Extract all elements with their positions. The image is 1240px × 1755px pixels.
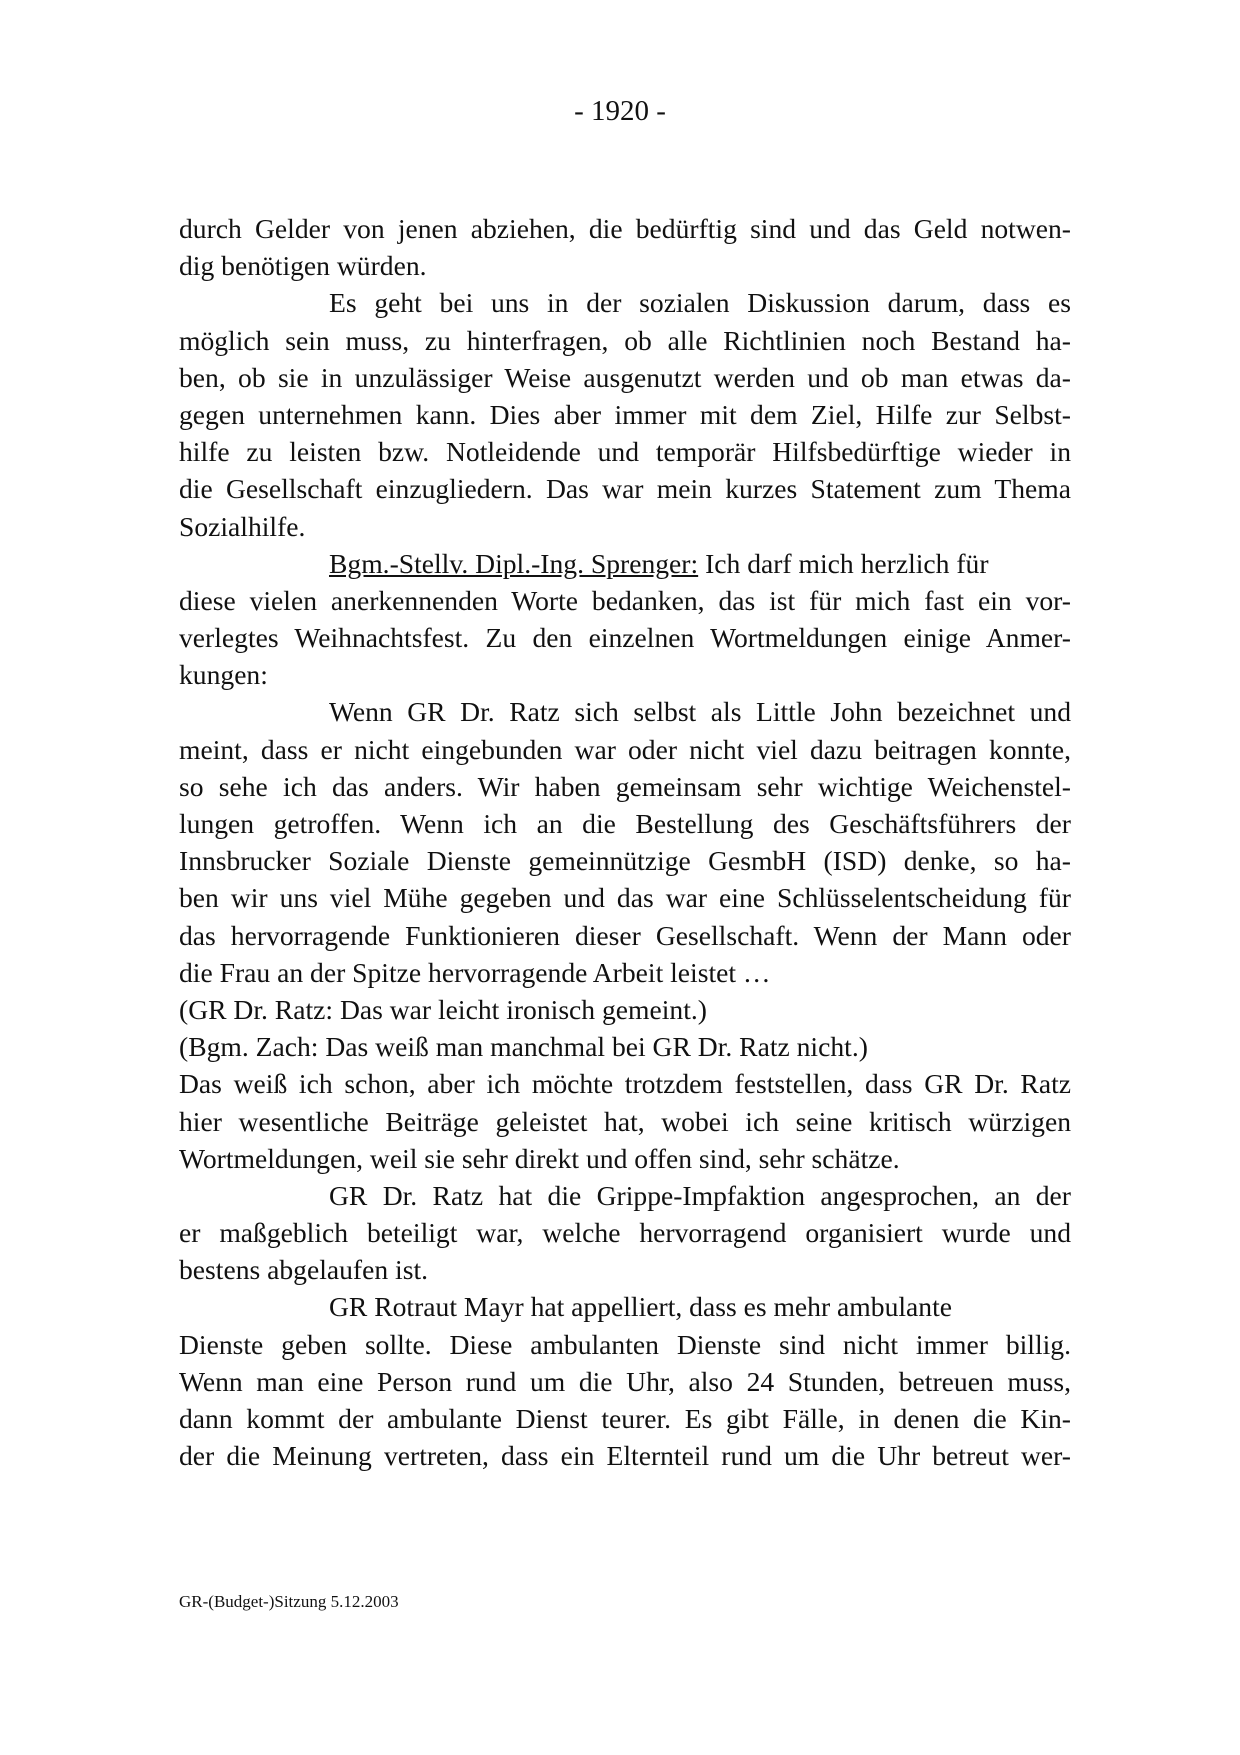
text-line: so sehe ich das anders. Wir haben gemeinsam sehr wichtige Weichenstel-: [179, 770, 1071, 802]
text-line: verlegtes Weihnachtsfest. Zu den einzelnen Wortmeldungen einige Anmer-: [179, 622, 1071, 654]
text-line: durch Gelder von jenen abziehen, die bedürftig sind und das Geld notwen-: [179, 213, 1071, 244]
text-line: GR Dr. Ratz hat die Grippe-Impfaktion angesprochen, an der: [329, 1179, 1071, 1211]
text-line: kungen:: [179, 659, 268, 691]
interjection-line: (Bgm. Zach: Das weiß man manchmal bei GR Dr. Ratz nicht.): [179, 1031, 868, 1063]
text-line: Das weiß ich schon, aber ich möchte trotzdem feststellen, dass GR Dr. Ratz: [179, 1068, 1071, 1100]
text-line: dann kommt der ambulante Dienst teurer. Es gibt Fälle, in denen die Kin-: [179, 1403, 1071, 1434]
text-line: Wortmeldungen, weil sie sehr direkt und offen sind, sehr schätze.: [179, 1142, 900, 1174]
text-line: Sozialhilfe.: [179, 510, 306, 542]
text-line: Ich darf mich herzlich für: [705, 547, 989, 579]
text-line: das hervorragende Funktionieren dieser Gesellschaft. Wenn der Mann oder: [179, 919, 1071, 951]
speaker-name: Bgm.-Stellv. Dipl.-Ing. Sprenger:: [329, 547, 699, 579]
body-text: [179, 210, 1071, 1474]
text-line: ben, ob sie in unzulässiger Weise ausgenutzt werden und ob man etwas da-: [179, 361, 1071, 393]
speaker-line: [179, 545, 1071, 582]
text-line: hilfe zu leisten bzw. Notleidende und temporär Hilfsbedürftige wieder in: [179, 436, 1071, 468]
interjection-line: (GR Dr. Ratz: Das war leicht ironisch gemeint.): [179, 993, 707, 1025]
text-line: möglich sein muss, zu hinterfragen, ob alle Richtlinien noch Bestand ha-: [179, 324, 1071, 356]
text-line: die Gesellschaft einzugliedern. Das war mein kurzes Statement zum Thema: [179, 473, 1071, 505]
text-line: GR Rotraut Mayr hat appelliert, dass es mehr ambulante: [329, 1291, 952, 1323]
text-line: gegen unternehmen kann. Dies aber immer mit dem Ziel, Hilfe zur Selbst-: [179, 398, 1071, 430]
text-line: dig benötigen würden.: [179, 250, 427, 282]
text-line: lungen getroffen. Wenn ich an die Bestellung des Geschäftsführers der: [179, 808, 1071, 839]
footer-session-label: GR-(Budget-)Sitzung 5.12.2003: [179, 1592, 399, 1611]
text-line: bestens abgelaufen ist.: [179, 1254, 429, 1286]
text-line: Es geht bei uns in der sozialen Diskussion darum, dass es: [329, 287, 1071, 319]
text-line: die Frau an der Spitze hervorragende Arbeit leistet …: [179, 956, 771, 988]
text-line: er maßgeblich beteiligt war, welche hervorragend organisiert wurde und: [179, 1217, 1071, 1249]
page-number: - 1920 -: [574, 95, 666, 127]
text-line: Innsbrucker Soziale Dienste gemeinnützige GesmbH (ISD) denke, so ha-: [179, 845, 1071, 877]
text-line: meint, dass er nicht eingebunden war oder nicht viel dazu beitragen konnte,: [179, 733, 1071, 765]
text-line: diese vielen anerkennenden Worte bedanken, das ist für mich fast ein vor-: [179, 584, 1071, 616]
text-line: Wenn GR Dr. Ratz sich selbst als Little John bezeichnet und: [329, 696, 1071, 728]
text-line: ben wir uns viel Mühe gegeben und das war eine Schlüsselentscheidung für: [179, 882, 1071, 914]
text-line: der die Meinung vertreten, dass ein Elternteil rund um die Uhr betreut wer-: [179, 1440, 1071, 1472]
text-line: Dienste geben sollte. Diese ambulanten Dienste sind nicht immer billig.: [179, 1328, 1071, 1360]
text-line: hier wesentliche Beiträge geleistet hat, wobei ich seine kritisch würzigen: [179, 1105, 1071, 1137]
text-line: Wenn man eine Person rund um die Uhr, also 24 Stunden, betreuen muss,: [179, 1365, 1071, 1397]
